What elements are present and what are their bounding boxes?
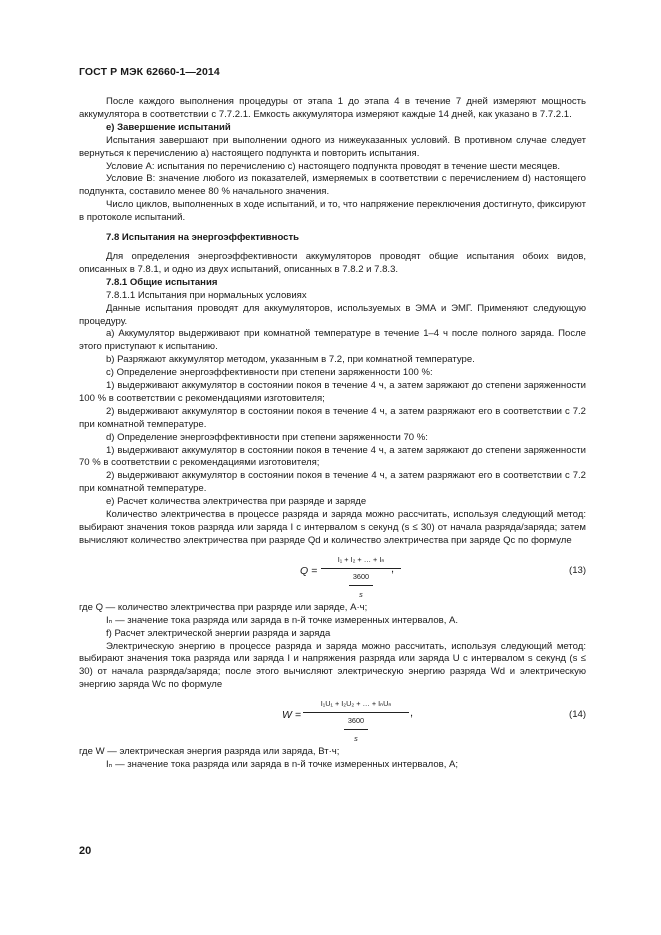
subheading-7-8-1: 7.8.1 Общие испытания xyxy=(106,276,218,288)
formula-14-fraction xyxy=(303,698,409,746)
formula-14-lhs: W = xyxy=(282,709,301,722)
formula-14 xyxy=(79,696,586,743)
where-14-i: Iₙ — значение тока разряда или заряда в n-й точке измеренных интервалов, А; xyxy=(106,759,459,771)
subheading-completion: е) Завершение испытаний xyxy=(106,121,231,133)
paragraph: После каждого выполнения процедуры от этапа 1 до этапа 4 в течение 7 дней измеряют мощность аккумулятора в соответствии с 7.7.2.1. Емкость аккумулятора измеряют каждые 14 дней, как указано в 7.7.2.1. xyxy=(79,96,586,120)
list-item-d2: 2) выдерживают аккумулятор в состоянии покоя в течение 4 ч, а затем разряжают его в соответствии с 7.2 при комнатной температуре. xyxy=(79,470,586,495)
where-14-w: где W — электрическая энергия разряда или заряда, Вт·ч; xyxy=(79,746,340,758)
formula-13 xyxy=(79,552,586,599)
subheading-7-8-1-1: 7.8.1.1 Испытания при нормальных условиях xyxy=(106,289,307,301)
formula-13-fraction xyxy=(321,554,401,602)
formula-13-numerator: I₁ + I₂ + … + Iₙ xyxy=(321,554,401,569)
page-number: 20 xyxy=(79,845,92,857)
formula-14-comma: , xyxy=(410,707,414,720)
formula-14-den-var: s xyxy=(354,733,358,743)
document-body xyxy=(79,96,586,772)
paragraph: Электрическую энергию в процессе разряда и заряда можно рассчитать, используя следующий метод: выбирают значения тока разряда или заряда I и напряжения разряда или заряда U с интервалом s секунд (s ≤ 30) от начала разряда/заряда; после этого вычисляют электрическую энергию разряда Wd и электрическую энергию заряда Wc по формуле xyxy=(79,640,586,691)
paragraph: Условие А: испытания по перечислению с) настоящего подпункта проводят в течение шести месяцев. xyxy=(106,160,560,172)
formula-13-lhs: Q = xyxy=(300,564,318,577)
paragraph: Количество электричества в процессе разряда и заряда можно рассчитать, используя следующий метод: выбирают значения токов разряда или заряда I с интервалом s секунд (s ≤ 30) от начала разряда/заряда; затем вычисляют количество электричества при разряде Qd и количество электричества при заряде Qc по формуле xyxy=(79,509,586,546)
paragraph: Данные испытания проводят для аккумуляторов, используемых в ЭМА и ЭМГ. Применяют следующую процедуру. xyxy=(79,302,586,327)
list-item-c: с) Определение энергоэффективности при степени заряженности 100 %: xyxy=(106,367,433,379)
list-item-a: а) Аккумулятор выдерживают при комнатной температуре в течение 1–4 ч после полного заряда. После этого приступают к испытанию. xyxy=(79,328,586,353)
formula-13-denominator: 3600 xyxy=(349,571,373,586)
paragraph: Для определения энергоэффективности аккумуляторов проводят общие испытания обоих видов, описанных в 7.8.1, и одно из двух испытаний, описанных в 7.8.2 и 7.8.3. xyxy=(79,250,586,275)
list-item-c1: 1) выдерживают аккумулятор в состоянии покоя в течение 4 ч, а затем заряжают до степени заряженности 100 % в соответствии с рекомендациями изготовителя; xyxy=(79,380,586,404)
paragraph: Условие В: значение любого из показателей, измеряемых в соответствии с перечислением d) настоящего подпункта, составило менее 80 % начального значения. xyxy=(79,173,586,198)
list-item-e: е) Расчет количества электричества при разряде и заряде xyxy=(106,496,367,508)
document-header: ГОСТ Р МЭК 62660-1—2014 xyxy=(79,66,220,78)
list-item-d1: 1) выдерживают аккумулятор в состоянии покоя в течение 4 ч, а затем заряжают до степени заряженности 70 % в соответствии с рекомендациями изготовителя; xyxy=(79,444,586,469)
list-item-c2: 2) выдерживают аккумулятор в состоянии покоя в течение 4 ч, а затем разряжают его в соответствии с 7.2 при комнатной температуре. xyxy=(79,405,586,430)
paragraph: Испытания завершают при выполнении одного из нижеуказанных условий. В противном случае следует вернуться к перечислению а) настоящего подпункта и повторить испытания. xyxy=(79,134,586,159)
where-13-q: где Q — количество электричества при разряде или заряде, А·ч; xyxy=(79,601,368,613)
list-item-d: d) Определение энергоэффективности при степени заряженности 70 %: xyxy=(106,431,428,443)
formula-13-comma: , xyxy=(391,562,395,575)
list-item-f: f) Расчет электрической энергии разряда и заряда xyxy=(106,627,331,639)
formula-13-den-var: s xyxy=(359,589,363,599)
section-heading-7-8: 7.8 Испытания на энергоэффективность xyxy=(106,232,300,244)
formula-14-numerator: I₁U₁ + I₂U₂ + … + IₙUₙ xyxy=(303,698,409,713)
list-item-b: b) Разряжают аккумулятор методом, указанным в 7.2, при комнатной температуре. xyxy=(106,354,475,366)
formula-14-number: (14) xyxy=(569,709,586,721)
formula-14-denominator: 3600 xyxy=(344,715,368,730)
paragraph: Число циклов, выполненных в ходе испытаний, и то, что напряжение переключения достигнуто, фиксируют в протоколе испытаний. xyxy=(79,199,586,224)
formula-13-number: (13) xyxy=(569,564,586,576)
where-13-i: Iₙ — значение тока разряда или заряда в n-й точке измеренных интервалов, А. xyxy=(106,614,459,626)
